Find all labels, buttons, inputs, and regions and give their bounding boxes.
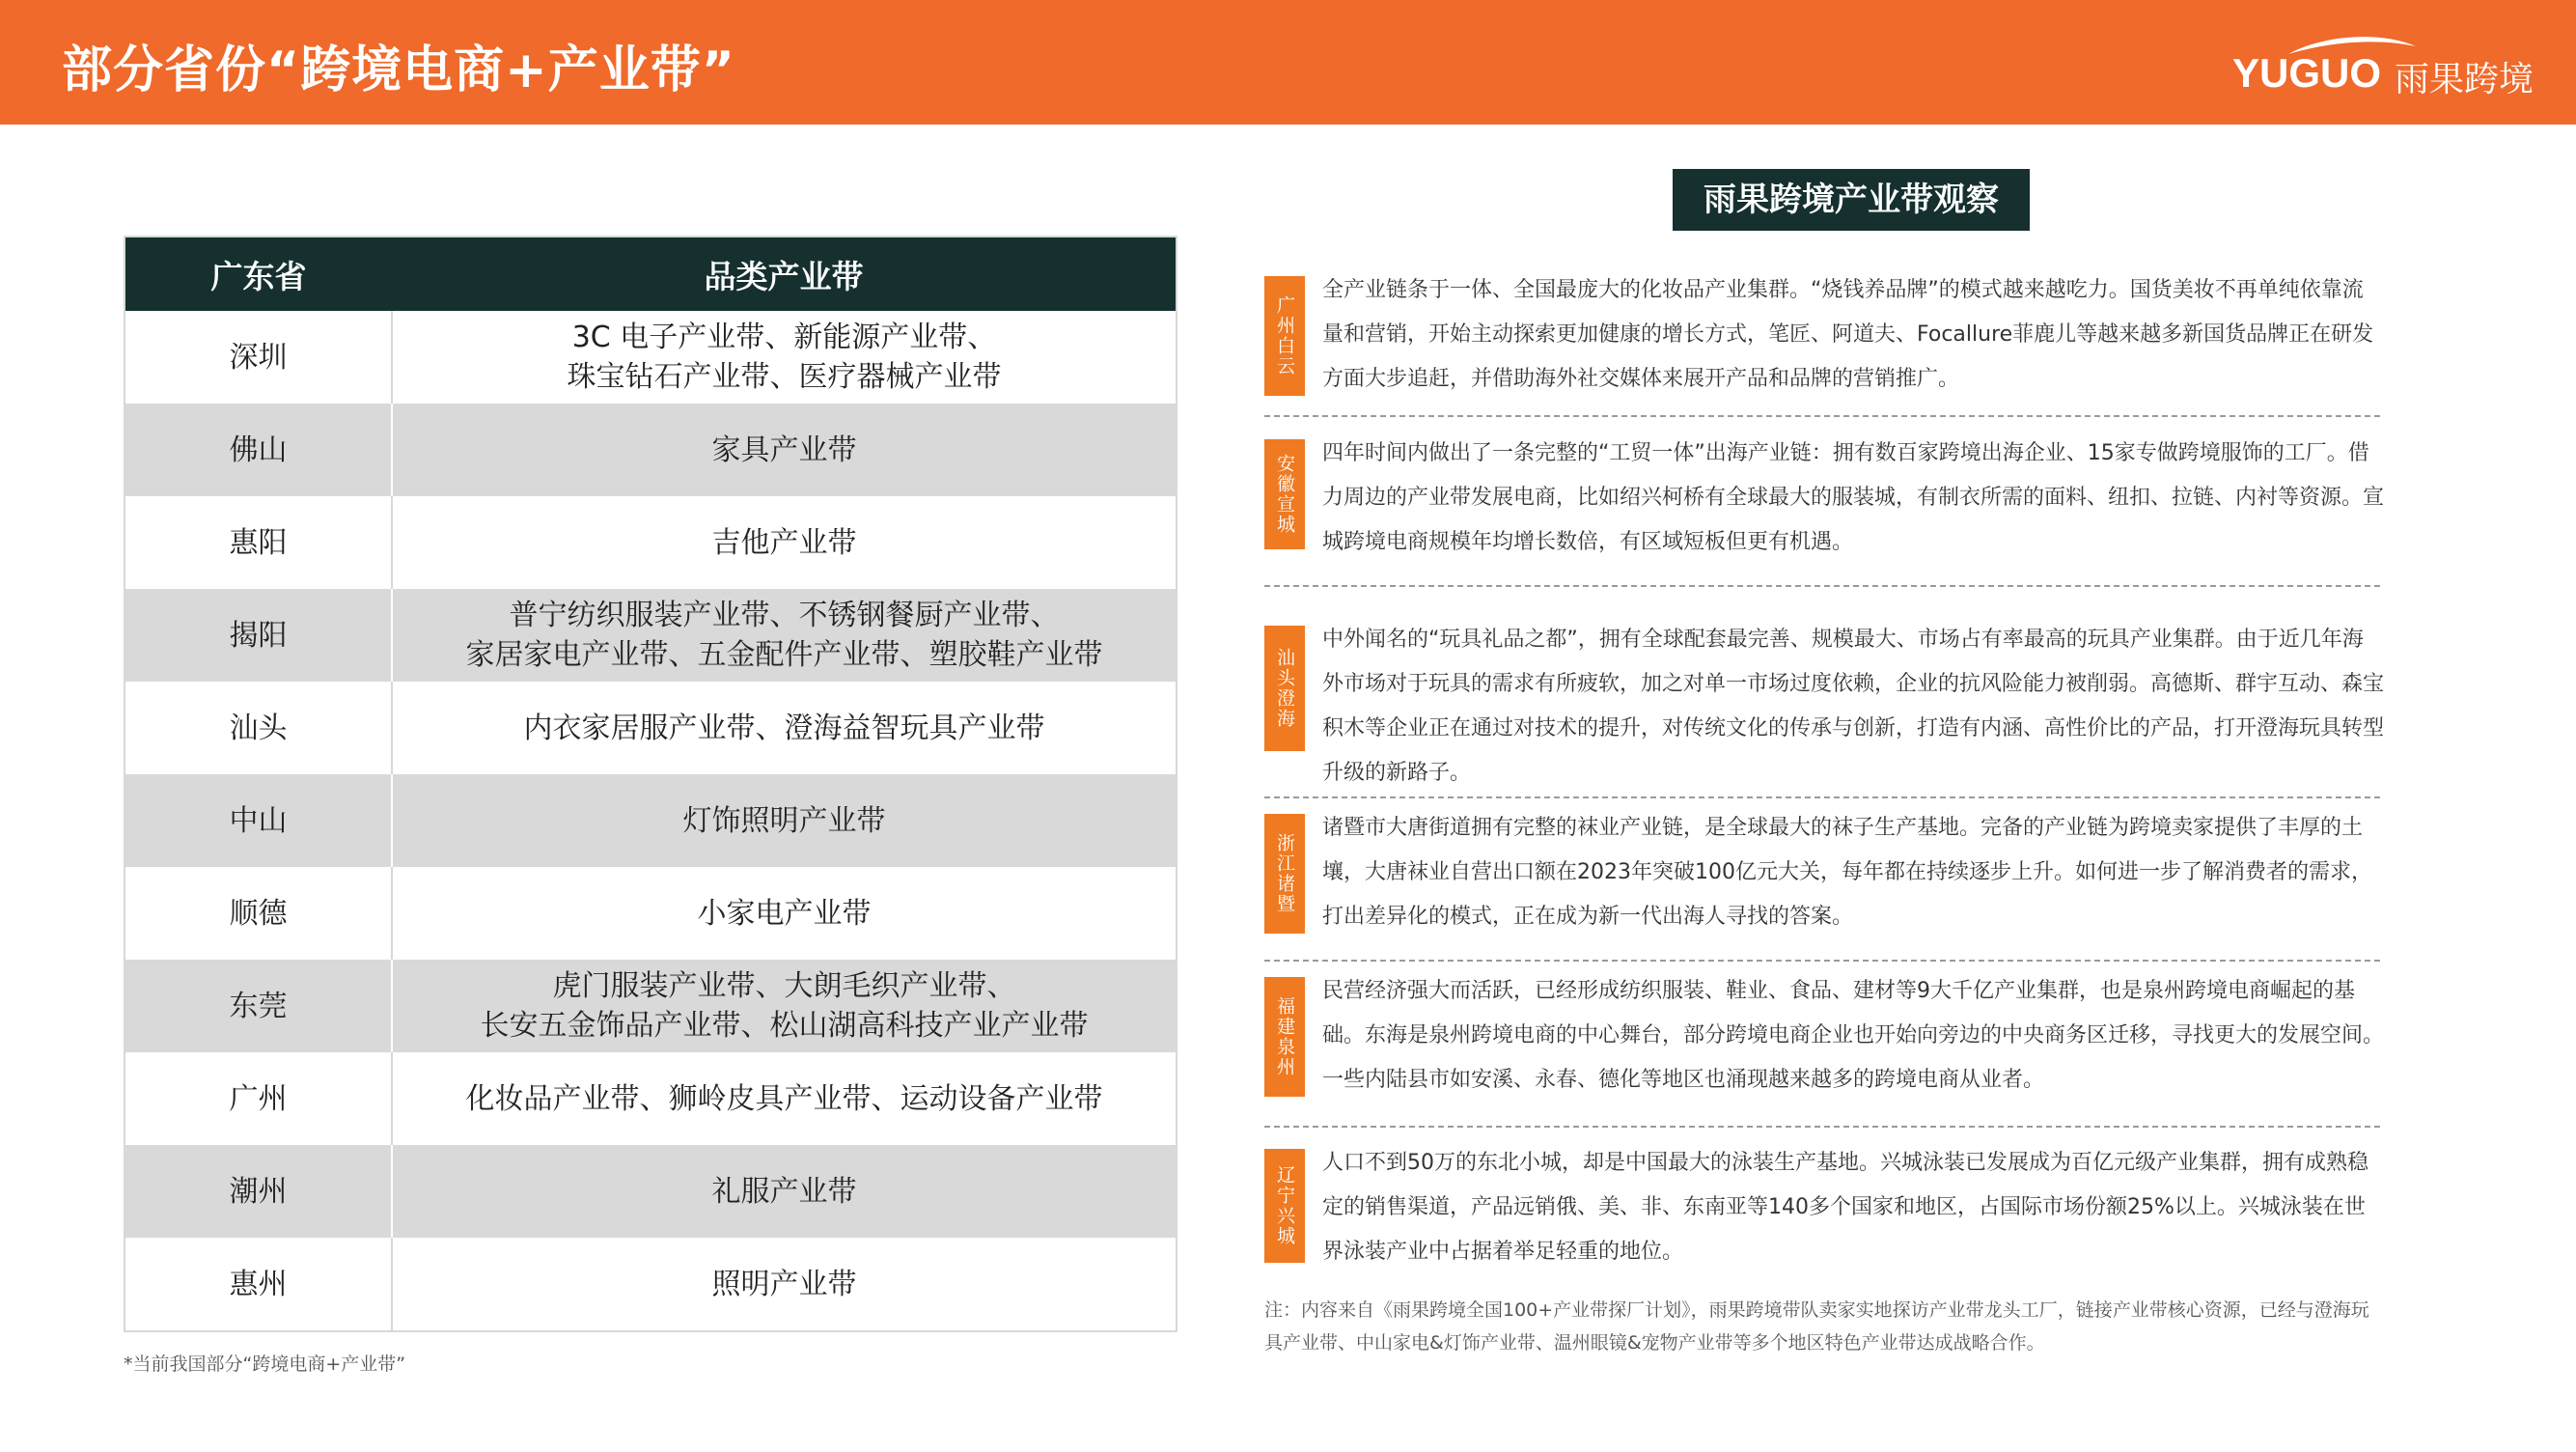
logo-text-en: YUGUO [2232,50,2382,96]
region-tag: 浙江诸暨 [1264,814,1305,934]
category-cell: 吉他产业带 [711,525,857,560]
city-cell: 佛山 [125,404,392,496]
table-row [125,404,1177,496]
region-tag: 广州白云 [1264,276,1305,396]
category-cell: 灯饰照明产业带 [392,774,1177,867]
region-tag: 安徽宣城 [1264,439,1305,549]
brand-logo [2232,33,2541,99]
city-cell: 深圳 [125,311,392,404]
category-cell [392,589,1177,682]
table-row [125,589,1177,682]
header-bar [0,0,2576,125]
region-tag: 汕头澄海 [1264,626,1305,751]
city-cell: 惠阳 [125,496,392,589]
category-line: 家居家电产业带、五金配件产业带、塑胶鞋产业带 [465,638,1103,672]
category-cell: 内衣家居服产业带、澄海益智玩具产业带 [523,711,1045,745]
city-cell: 潮州 [125,1145,392,1238]
table-row [125,1052,1177,1145]
table-row [125,774,1177,867]
city-cell: 中山 [125,774,392,867]
category-cell [392,311,1177,404]
table-row [125,682,1177,774]
observation-text: 人口不到50万的东北小城，却是中国最大的泳装生产基地。兴城泳装已发展成为百亿元级产业集群，拥有成熟稳定的销售渠道，产品远销俄、美、非、东南亚等140多个国家和地区，占国际市场份额25%以上。兴城泳装在世界泳装产业中占据着举足轻重的地位。 [1322,1151,2368,1264]
table-row [125,960,1177,1052]
header-category: 品类产业带 [392,237,1177,311]
category-line: 虎门服装产业带、大朗毛织产业带、 [552,969,1016,1003]
observation-text: 中外闻名的“玩具礼品之都”，拥有全球配套最完善、规模最大、市场占有率最高的玩具产业集群。由于近几年海外市场对于玩具的需求有所疲软，加之对单一市场过度依赖，企业的抗风险能力被削弱。高德斯、群宇互动、森宝积木等企业正在通过对技术的提升，对传统文化的传承与创新，打造有内涵、高性价比的产品，打开澄海玩具转型升级的新路子。 [1322,628,2385,785]
category-line: 普宁纺织服装产业带、不锈钢餐厨产业带、 [509,599,1060,632]
table-row [125,1238,1177,1331]
city-cell: 顺德 [125,867,392,960]
category-cell [392,960,1177,1052]
city-cell: 惠州 [125,1238,392,1331]
table-note: *当前我国部分“跨境电商+产业带” [124,1354,406,1375]
observation-text: 民营经济强大而活跃，已经形成纺织服装、鞋业、食品、建材等9大千亿产业集群，也是泉州跨境电商崛起的基础。东海是泉州跨境电商的中心舞台，部分跨境电商企业也开始向旁边的中央商务区迁移，寻找更大的发展空间。一些内陆县市如安溪、永春、德化等地区也涌现越来越多的跨境电商从业者。 [1322,979,2385,1092]
observation-title: 雨果跨境产业带观察 [1673,169,2030,231]
region-tag: 福建泉州 [1264,977,1305,1097]
city-cell: 揭阳 [125,589,392,682]
logo-text-cn: 雨果跨境 [2395,60,2534,99]
table-row [125,1145,1177,1238]
table-row [125,311,1177,404]
category-cell: 家具产业带 [392,404,1177,496]
dashed-divider [1264,1126,2380,1128]
city-cell: 东莞 [125,960,392,1052]
region-tag: 辽宁兴城 [1264,1149,1305,1263]
page-title: 部分省份“跨境电商+产业带” [62,42,735,99]
category-line: 3C 电子产业带、新能源产业带、 [571,321,997,354]
category-cell: 照明产业带 [711,1267,857,1301]
table-row [125,867,1177,960]
category-cell: 小家电产业带 [697,896,872,931]
observation-text: 诸暨市大唐街道拥有完整的袜业产业链，是全球最大的袜子生产基地。完备的产业链为跨境卖家提供了丰厚的土壤，大唐袜业自营出口额在2023年突破100亿元大关，每年都在持续逐步上升。如何进一步了解消费者的需求，打出差异化的模式，正在成为新一代出海人寻找的答案。 [1322,816,2372,929]
dashed-divider [1264,585,2380,587]
industry-belt-table [124,236,1177,1332]
dashed-divider [1264,796,2380,798]
dashed-divider [1264,960,2380,962]
category-cell: 礼服产业带 [392,1145,1177,1238]
dashed-divider [1264,415,2380,417]
city-cell: 汕头 [125,682,392,774]
footnote: 注：内容来自《雨果跨境全国100+产业带探厂计划》，雨果跨境带队卖家实地探访产业带龙头工厂，链接产业带核心资源，已经与澄海玩具产业带、中山家电&灯饰产业带、温州眼镜&宠物产业带等多个地区特色产业带达成战略合作。 [1264,1299,2369,1354]
observation-text: 四年时间内做出了一条完整的“工贸一体”出海产业链：拥有数百家跨境出海企业、15家专做跨境服饰的工厂。借力周边的产业带发展电商，比如绍兴柯桥有全球最大的服装城，有制衣所需的面料、纽扣、拉链、内衬等资源。宣城跨境电商规模年均增长数倍，有区域短板但更有机遇。 [1322,441,2385,554]
city-cell: 广州 [125,1052,392,1145]
category-cell: 化妆品产业带、狮岭皮具产业带、运动设备产业带 [465,1081,1103,1116]
table-header-row [125,237,1177,311]
table-row [125,496,1177,589]
category-line: 长安五金饰品产业带、松山湖高科技产业产业带 [480,1009,1089,1043]
category-line: 珠宝钻石产业带、医疗器械产业带 [567,360,1002,394]
observation-text: 全产业链条于一体、全国最庞大的化妆品产业集群。“烧钱养品牌”的模式越来越吃力。国货美妆不再单纯依靠流量和营销，开始主动探索更加健康的增长方式，笔匠、阿道夫、Focallure菲鹿儿等越来越多新国货品牌正在研发方面大步追赶，并借助海外社交媒体来展开产品和品牌的营销推广。 [1322,278,2374,391]
header-province: 广东省 [125,237,392,311]
